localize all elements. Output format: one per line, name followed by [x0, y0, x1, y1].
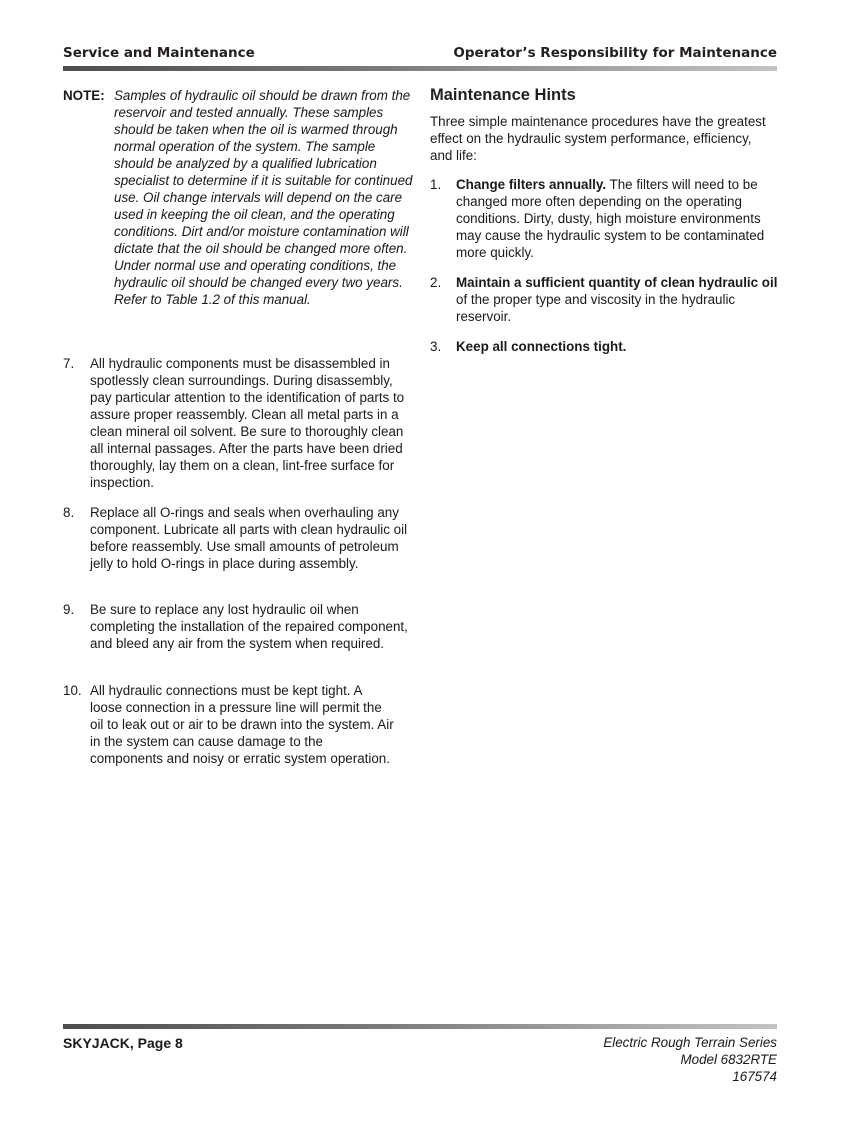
- footer-doc-number: 167574: [732, 1069, 777, 1084]
- item-9-number: 9.: [63, 602, 75, 617]
- maintenance-hints-heading: Maintenance Hints: [430, 86, 576, 104]
- hint-1-number: 1.: [430, 177, 442, 192]
- note-label: NOTE:: [63, 88, 105, 103]
- hint-3-number: 3.: [430, 339, 442, 354]
- item-7-number: 7.: [63, 356, 75, 371]
- hint-2-text: [456, 274, 781, 325]
- header-section-title: Service and Maintenance: [63, 45, 255, 61]
- item-10-number: 10.: [63, 683, 82, 698]
- footer-model-info: [603, 1034, 777, 1085]
- footer-page-label: SKYJACK, Page 8: [63, 1035, 183, 1051]
- footer-series: Electric Rough Terrain Series: [603, 1035, 777, 1050]
- hint-1-text: [456, 176, 781, 261]
- maintenance-hints-intro: Three simple maintenance procedures have the greatest effect on the hydraulic system performance, efficiency, and life:: [430, 114, 766, 163]
- footer-model: Model 6832RTE: [680, 1052, 777, 1067]
- item-9-text: Be sure to replace any lost hydraulic oil when completing the installation of the repaired component, and bleed any air from the system when required.: [90, 602, 408, 651]
- header-rule: [63, 66, 777, 71]
- hint-1-lead: Change filters annually.: [456, 177, 607, 192]
- hint-2-body: of the proper type and viscosity in the hydraulic reservoir.: [456, 292, 736, 324]
- hint-2-number: 2.: [430, 275, 442, 290]
- item-7-text: All hydraulic components must be disassembled in spotlessly clean surroundings. During disassembly, pay particular attention to the identification of parts to assure proper reassembly. Clean all metal parts in a clean mineral oil solvent. Be sure to thoroughly clean all internal passages. After the parts have been dried thoroughly, lay them on a clean, lint-free surface for inspection.: [90, 356, 405, 490]
- item-8-number: 8.: [63, 505, 75, 520]
- note-text: Samples of hydraulic oil should be drawn from the reservoir and tested annually. These samples should be taken when the oil is warmed through normal operation of the system. The sample should be analyzed by a qualified lubrication specialist to determine if it is suitable for continued use. Oil change intervals will depend on the care used in keeping the oil clean, and the operating conditions. Dirt and/or moisture contamination will dictate that the oil should be changed more often. Under normal use and operating conditions, the hydraulic oil should be changed every two years. Refer to Table 1.2 of this manual.: [114, 88, 413, 307]
- hint-3-lead: Keep all connections tight.: [456, 339, 627, 354]
- header-chapter-title: Operator’s Responsibility for Maintenance: [453, 45, 777, 61]
- item-8-text: Replace all O-rings and seals when overhauling any component. Lubricate all parts with clean hydraulic oil before reassembly. Use small amounts of petroleum jelly to hold O-rings in place during assembly.: [90, 505, 408, 571]
- hint-1-body: The filters will need to be changed more often depending on the operating conditions. Dirty, dusty, high moisture environments may cause the hydraulic system to be contaminated more quickly.: [456, 177, 765, 260]
- hint-3-text: [456, 338, 781, 355]
- hint-2-lead: Maintain a sufficient quantity of clean hydraulic oil: [456, 275, 778, 290]
- footer-rule: [63, 1024, 777, 1029]
- item-10-text: All hydraulic connections must be kept tight. A loose connection in a pressure line will permit the oil to leak out or air to be drawn into the system. Air in the system can cause damage to the components and noisy or erratic system operation.: [90, 683, 394, 766]
